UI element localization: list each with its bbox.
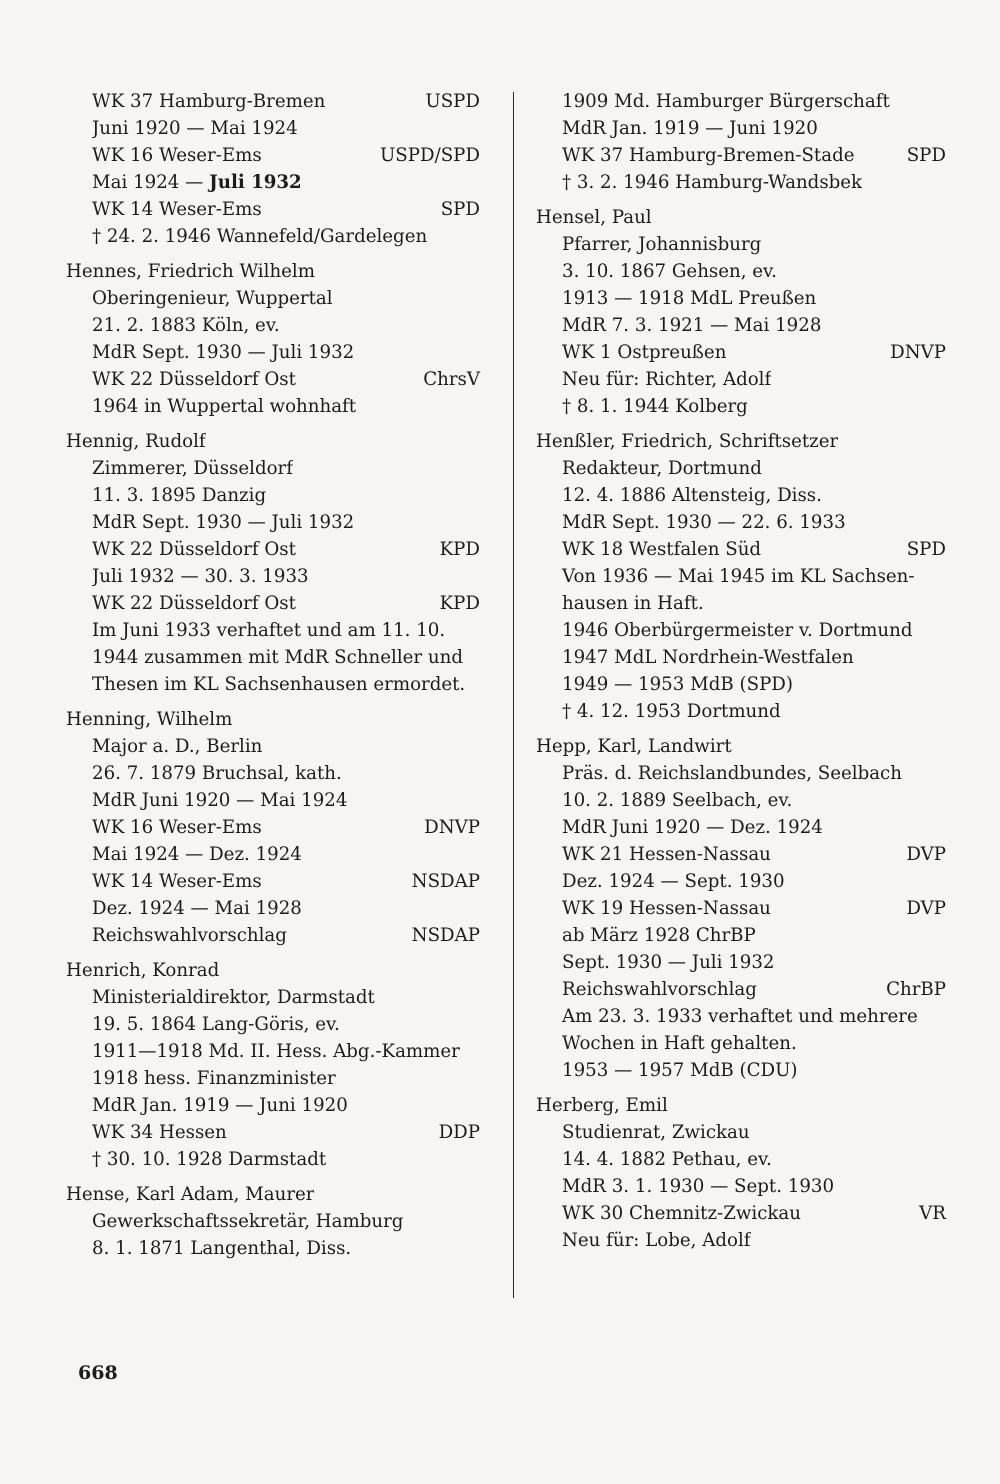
line-text: WK 30 Chemnitz-Zwickau: [562, 1203, 801, 1224]
entry-line: [536, 1173, 946, 1200]
line-text: 21. 2. 1883 Köln, ev.: [92, 315, 280, 336]
entry-text: [562, 760, 902, 787]
line-text: 1918 hess. Finanzminister: [92, 1068, 336, 1089]
entry-text: [92, 223, 427, 250]
entry-text: [92, 1208, 403, 1235]
entry-line: [66, 563, 480, 590]
entry-line: [536, 1003, 946, 1030]
entry-line: [66, 617, 480, 644]
entry-text: [562, 509, 846, 536]
person-name: [536, 733, 732, 760]
entry-text: [562, 482, 822, 509]
line-text: Thesen im KL Sachsenhausen ermordet.: [92, 674, 466, 695]
entry-line: [536, 258, 946, 285]
line-text: 1909 Md. Hamburger Bürgerschaft: [562, 91, 890, 112]
entry-line: [66, 169, 480, 196]
line-text: hausen in Haft.: [562, 593, 704, 614]
line-text: Zimmerer, Düsseldorf: [92, 458, 293, 479]
line-text: Pfarrer, Johannisburg: [562, 234, 762, 255]
entry-text: [562, 590, 704, 617]
entry-text: [562, 644, 854, 671]
entry-text: [562, 169, 862, 196]
line-text: WK 18 Westfalen Süd: [562, 539, 762, 560]
line-text: Dez. 1924 — Mai 1928: [92, 898, 302, 919]
biography-entry: [66, 957, 480, 1173]
entry-text: [92, 760, 342, 787]
entry-text: [562, 1003, 918, 1030]
entry-line: [536, 949, 946, 976]
line-text: 1944 zusammen mit MdR Schneller und: [92, 647, 463, 668]
person-name: [66, 258, 315, 285]
line-text: 1964 in Wuppertal wohnhaft: [92, 396, 357, 417]
entry-text: [562, 563, 915, 590]
entry-text: [92, 1011, 340, 1038]
line-text: Oberingenieur, Wuppertal: [92, 288, 333, 309]
entry-text: [92, 868, 262, 895]
party-label: VR: [919, 1203, 946, 1224]
entry-text: [562, 949, 774, 976]
biography-entry: [66, 706, 480, 949]
entry-line: [536, 88, 946, 115]
entry-line: [536, 393, 946, 420]
entry-line: [536, 617, 946, 644]
entry-line: [536, 1119, 946, 1146]
line-text: WK 22 Düsseldorf Ost: [92, 539, 296, 560]
line-text: Neu für: Lobe, Adolf: [562, 1230, 751, 1251]
line-text: † 3. 2. 1946 Hamburg-Wandsbek: [562, 172, 863, 193]
line-text: Dez. 1924 — Sept. 1930: [562, 871, 785, 892]
line-text: WK 37 Hamburg-Bremen-Stade: [562, 145, 855, 166]
entry-text: [562, 671, 793, 698]
entry-line: [66, 536, 480, 563]
party-label: NSDAP: [411, 925, 480, 946]
party-label: NSDAP: [411, 871, 480, 892]
entry-text: [92, 366, 296, 393]
entry-text: [562, 1173, 834, 1200]
entry-text: [92, 644, 463, 671]
entry-name-line: [66, 428, 480, 455]
line-text: Henning, Wilhelm: [66, 709, 233, 730]
party-label: DNVP: [424, 817, 480, 838]
entry-text: [562, 258, 777, 285]
line-text: Redakteur, Dortmund: [562, 458, 762, 479]
entry-line: [536, 922, 946, 949]
page-number: 668: [78, 1362, 118, 1384]
line-text: MdR Sept. 1930 — Juli 1932: [92, 342, 355, 363]
party-label: KPD: [439, 539, 480, 560]
line-text: 26. 7. 1879 Bruchsal, kath.: [92, 763, 342, 784]
entry-text: [562, 868, 785, 895]
entry-text: [562, 1200, 801, 1227]
line-text: 1911—1918 Md. II. Hess. Abg.-Kammer: [92, 1041, 460, 1062]
entry-line: [536, 1200, 946, 1227]
line-text: MdR Sept. 1930 — 22. 6. 1933: [562, 512, 846, 533]
biography-entry: [66, 258, 480, 420]
entry-text: [562, 895, 771, 922]
entry-text: [92, 922, 287, 949]
line-text: Hennig, Rudolf: [66, 431, 206, 452]
line-text: WK 21 Hessen-Nassau: [562, 844, 771, 865]
line-text: WK 16 Weser-Ems: [92, 145, 262, 166]
entry-name-line: [66, 258, 480, 285]
entry-line: [536, 366, 946, 393]
line-text: WK 22 Düsseldorf Ost: [92, 593, 296, 614]
entry-name-line: [536, 428, 946, 455]
line-text: 1953 — 1957 MdB (CDU): [562, 1060, 798, 1081]
line-text: Reichswahlvorschlag: [562, 979, 757, 1000]
entry-line: [536, 1057, 946, 1084]
entry-line: [66, 285, 480, 312]
entry-text: [562, 115, 818, 142]
party-label: DNVP: [890, 342, 946, 363]
entry-text: [92, 1235, 351, 1262]
entry-text: [562, 1057, 798, 1084]
line-text: Reichswahlvorschlag: [92, 925, 287, 946]
biography-entry: [536, 428, 946, 725]
person-name: [66, 1181, 314, 1208]
entry-name-line: [536, 204, 946, 231]
party-label: DDP: [438, 1122, 480, 1143]
entry-text: [562, 698, 781, 725]
party-label: ChrsV: [423, 369, 480, 390]
entry-text: [92, 196, 262, 223]
entry-text: [92, 733, 262, 760]
party-label: ChrBP: [886, 979, 946, 1000]
entry-text: [92, 339, 354, 366]
line-text: 14. 4. 1882 Pethau, ev.: [562, 1149, 772, 1170]
line-text: WK 19 Hessen-Nassau: [562, 898, 771, 919]
entry-line: [536, 841, 946, 868]
entry-line: [66, 1038, 480, 1065]
line-text-bold: Juli 1932: [209, 172, 302, 193]
entry-text: [562, 814, 823, 841]
line-text: Major a. D., Berlin: [92, 736, 263, 757]
line-text: MdR 3. 1. 1930 — Sept. 1930: [562, 1176, 835, 1197]
entry-text: [562, 1119, 750, 1146]
entry-line: [66, 1208, 480, 1235]
entry-name-line: [66, 1181, 480, 1208]
entry-text: [92, 88, 325, 115]
line-text: Hense, Karl Adam, Maurer: [66, 1184, 315, 1205]
entry-line: [536, 142, 946, 169]
entry-line: [66, 841, 480, 868]
entry-text: [562, 1227, 751, 1254]
entry-line: [66, 366, 480, 393]
entry-line: [536, 339, 946, 366]
line-text: 1947 MdL Nordrhein-Westfalen: [562, 647, 854, 668]
party-label: SPD: [440, 199, 480, 220]
entry-text: [92, 563, 309, 590]
entry-line: [536, 590, 946, 617]
entry-text: [562, 536, 761, 563]
entry-line: [66, 1146, 480, 1173]
right-column: [536, 88, 946, 1262]
line-text: 1913 — 1918 MdL Preußen: [562, 288, 817, 309]
entry-line: [66, 760, 480, 787]
person-name: [536, 428, 838, 455]
entry-text: [562, 841, 771, 868]
entry-text: [92, 1092, 348, 1119]
line-text: Hennes, Friedrich Wilhelm: [66, 261, 315, 282]
entry-line: [66, 984, 480, 1011]
line-text: Neu für: Richter, Adolf: [562, 369, 772, 390]
entry-line: [536, 231, 946, 258]
line-text: 19. 5. 1864 Lang-Göris, ev.: [92, 1014, 340, 1035]
line-text: 1949 — 1953 MdB (SPD): [562, 674, 793, 695]
entry-line: [66, 88, 480, 115]
entry-text: [562, 787, 792, 814]
entry-line: [536, 895, 946, 922]
entry-line: [536, 976, 946, 1003]
biography-entry: [66, 428, 480, 698]
entry-text: [92, 984, 375, 1011]
line-text: Hensel, Paul: [536, 207, 652, 228]
line-text: Am 23. 3. 1933 verhaftet und mehrere: [562, 1006, 918, 1027]
entry-line: [536, 563, 946, 590]
entry-line: [536, 115, 946, 142]
line-text: WK 1 Ostpreußen: [562, 342, 727, 363]
entry-line: [66, 115, 480, 142]
line-text: MdR Jan. 1919 — Juni 1920: [92, 1095, 348, 1116]
entry-text: [92, 787, 347, 814]
person-name: [66, 706, 232, 733]
line-text: † 8. 1. 1944 Kolberg: [562, 396, 748, 417]
line-text: Studienrat, Zwickau: [562, 1122, 750, 1143]
party-label: SPD: [906, 145, 946, 166]
entry-text: [92, 393, 356, 420]
entry-line: [536, 169, 946, 196]
entry-text: [92, 1038, 460, 1065]
line-text: WK 37 Hamburg-Bremen: [92, 91, 326, 112]
entry-line: [66, 671, 480, 698]
entry-line: [536, 455, 946, 482]
line-text: 10. 2. 1889 Seelbach, ev.: [562, 790, 793, 811]
person-name: [536, 204, 652, 231]
entry-text: [92, 1119, 227, 1146]
line-text: Henßler, Friedrich, Schriftsetzer: [536, 431, 839, 452]
entry-line: [536, 1146, 946, 1173]
entry-line: [66, 922, 480, 949]
person-name: [536, 1092, 668, 1119]
line-text: WK 22 Düsseldorf Ost: [92, 369, 296, 390]
line-text: 11. 3. 1895 Danzig: [92, 485, 267, 506]
line-text: † 24. 2. 1946 Wannefeld/Gardelegen: [92, 226, 428, 247]
line-text: Mai 1924 — Dez. 1924: [92, 844, 302, 865]
line-text: WK 14 Weser-Ems: [92, 199, 262, 220]
entry-line: [536, 868, 946, 895]
party-label: DVP: [906, 898, 946, 919]
entry-text: [92, 671, 465, 698]
entry-line: [66, 1011, 480, 1038]
entry-text: [562, 366, 771, 393]
entry-text: [92, 169, 302, 196]
entry-line: [66, 895, 480, 922]
line-text: ab März 1928 ChrBP: [562, 925, 756, 946]
entry-line: [66, 482, 480, 509]
line-text: WK 14 Weser-Ems: [92, 871, 262, 892]
line-text: Präs. d. Reichslandbundes, Seelbach: [562, 763, 902, 784]
entry-continuation: [536, 88, 946, 196]
entry-line: [66, 590, 480, 617]
entry-text: [562, 1030, 797, 1057]
line-text: MdR Juni 1920 — Mai 1924: [92, 790, 348, 811]
entry-text: [562, 312, 821, 339]
line-text: MdR Jan. 1919 — Juni 1920: [562, 118, 818, 139]
entry-line: [536, 536, 946, 563]
entry-line: [66, 223, 480, 250]
line-text: 3. 10. 1867 Gehsen, ev.: [562, 261, 777, 282]
entry-text: [92, 590, 296, 617]
entry-line: [66, 142, 480, 169]
line-text: Hepp, Karl, Landwirt: [536, 736, 732, 757]
entry-line: [536, 482, 946, 509]
line-text: MdR Sept. 1930 — Juli 1932: [92, 512, 355, 533]
line-text: WK 16 Weser-Ems: [92, 817, 262, 838]
entry-continuation: [66, 88, 480, 250]
entry-text: [92, 312, 280, 339]
column-divider: [513, 92, 514, 1298]
entry-line: [536, 312, 946, 339]
entry-line: [66, 393, 480, 420]
entry-text: [92, 1146, 326, 1173]
biography-entry: [536, 204, 946, 420]
entry-line: [66, 196, 480, 223]
entry-line: [66, 339, 480, 366]
party-label: KPD: [439, 593, 480, 614]
entry-line: [536, 671, 946, 698]
biography-entry: [536, 1092, 946, 1254]
entry-text: [562, 455, 762, 482]
entry-text: [562, 1146, 772, 1173]
line-text: Juni 1920 — Mai 1924: [92, 118, 298, 139]
entry-text: [92, 841, 302, 868]
entry-line: [66, 1092, 480, 1119]
entry-text: [562, 393, 748, 420]
entry-line: [66, 644, 480, 671]
entry-text: [562, 617, 912, 644]
entry-name-line: [536, 1092, 946, 1119]
person-name: [66, 957, 219, 984]
entry-line: [536, 1227, 946, 1254]
line-text: Wochen in Haft gehalten.: [562, 1033, 797, 1054]
entry-line: [536, 1030, 946, 1057]
entry-line: [536, 285, 946, 312]
entry-text: [92, 455, 293, 482]
party-label: USPD: [425, 91, 480, 112]
entry-line: [66, 868, 480, 895]
person-name: [66, 428, 206, 455]
entry-text: [562, 976, 757, 1003]
party-label: USPD/SPD: [379, 145, 480, 166]
biography-entry: [66, 1181, 480, 1262]
entry-line: [66, 509, 480, 536]
entry-text: [562, 142, 854, 169]
entry-text: [92, 617, 445, 644]
entry-line: [536, 787, 946, 814]
line-text: 1946 Oberbürgermeister v. Dortmund: [562, 620, 913, 641]
party-label: DVP: [906, 844, 946, 865]
entry-line: [536, 698, 946, 725]
entry-line: [66, 787, 480, 814]
entry-line: [536, 760, 946, 787]
entry-text: [92, 814, 262, 841]
entry-name-line: [66, 957, 480, 984]
line-text: Henrich, Konrad: [66, 960, 220, 981]
line-text: † 30. 10. 1928 Darmstadt: [92, 1149, 327, 1170]
line-text: 8. 1. 1871 Langenthal, Diss.: [92, 1238, 352, 1259]
entry-text: [92, 482, 266, 509]
line-text: † 4. 12. 1953 Dortmund: [562, 701, 781, 722]
party-label: SPD: [906, 539, 946, 560]
line-text: Im Juni 1933 verhaftet und am 11. 10.: [92, 620, 446, 641]
entry-text: [562, 285, 816, 312]
entry-line: [536, 509, 946, 536]
biography-entry: [536, 733, 946, 1084]
line-text: Sept. 1930 — Juli 1932: [562, 952, 775, 973]
entry-line: [66, 1235, 480, 1262]
line-text: Von 1936 — Mai 1945 im KL Sachsen-: [562, 566, 915, 587]
entry-text: [92, 115, 298, 142]
entry-text: [92, 536, 296, 563]
line-text: WK 34 Hessen: [92, 1122, 227, 1143]
entry-line: [536, 644, 946, 671]
entry-line: [536, 814, 946, 841]
entry-line: [66, 455, 480, 482]
entry-name-line: [536, 733, 946, 760]
entry-text: [92, 1065, 336, 1092]
entry-text: [562, 922, 756, 949]
entry-text: [92, 142, 262, 169]
left-column: [66, 88, 480, 1270]
entry-text: [562, 231, 761, 258]
line-text: MdR Juni 1920 — Dez. 1924: [562, 817, 823, 838]
line-text: Juli 1932 — 30. 3. 1933: [92, 566, 309, 587]
line-text: Herberg, Emil: [536, 1095, 668, 1116]
entry-text: [92, 895, 302, 922]
line-text: Gewerkschaftssekretär, Hamburg: [92, 1211, 404, 1232]
entry-text: [92, 285, 333, 312]
line-text: 12. 4. 1886 Altensteig, Diss.: [562, 485, 822, 506]
entry-text: [562, 339, 726, 366]
line-text: Mai 1924 —: [92, 172, 210, 193]
entry-line: [66, 1065, 480, 1092]
entry-line: [66, 733, 480, 760]
entry-line: [66, 1119, 480, 1146]
entry-line: [66, 814, 480, 841]
line-text: MdR 7. 3. 1921 — Mai 1928: [562, 315, 822, 336]
entry-line: [66, 312, 480, 339]
entry-name-line: [66, 706, 480, 733]
entry-text: [562, 88, 890, 115]
entry-text: [92, 509, 354, 536]
line-text: Ministerialdirektor, Darmstadt: [92, 987, 375, 1008]
